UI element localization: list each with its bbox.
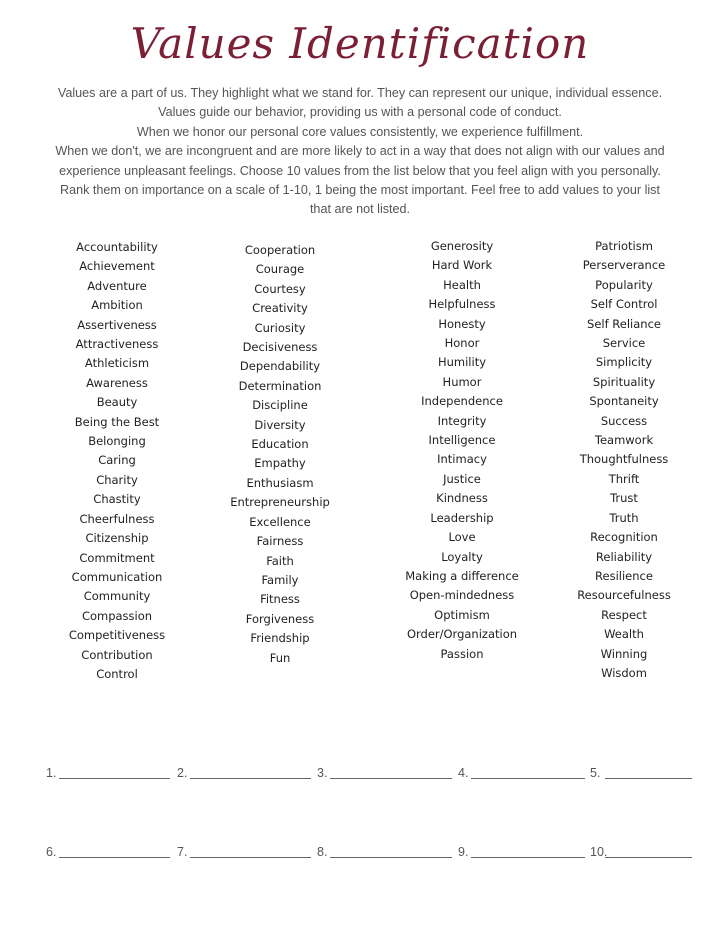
values-column-2 <box>200 241 360 668</box>
value-item: Spirituality <box>592 374 656 389</box>
value-item: Decisiveness <box>242 340 318 355</box>
intro-line: When we honor our personal core values consistently, we experience fulfillment. <box>136 124 584 139</box>
value-item: Dependability <box>239 359 321 374</box>
value-item: Chastity <box>93 492 141 507</box>
value-item: Discipline <box>252 398 308 413</box>
value-item: Courage <box>255 262 305 277</box>
value-item: Entrepreneurship <box>230 495 330 510</box>
value-item: Integrity <box>437 413 487 428</box>
rank-number: 7. <box>177 845 188 859</box>
value-item: Faith <box>266 553 294 568</box>
value-item: Achievement <box>79 259 155 274</box>
values-column-1 <box>37 238 197 684</box>
value-item: Citizenship <box>85 531 149 546</box>
value-item: Leadership <box>430 510 494 525</box>
rank-blank-line[interactable] <box>605 778 692 779</box>
page-title: Values Identification <box>130 19 590 68</box>
value-item: Self Control <box>590 297 658 312</box>
rank-slot <box>46 764 696 780</box>
value-item: Commitment <box>79 550 155 565</box>
value-item: Hard Work <box>431 258 493 273</box>
value-item: Intelligence <box>428 433 496 448</box>
value-item: Simplicity <box>595 355 653 370</box>
rank-number: 2. <box>177 766 188 780</box>
rank-number: 9. <box>458 845 469 859</box>
rank-number: 6. <box>46 845 57 859</box>
intro-line: When we don't, we are incongruent and are more likely to act in a way that does not align with our values and <box>55 144 665 159</box>
value-item: Assertiveness <box>77 317 157 332</box>
values-column-4 <box>544 237 704 683</box>
value-item: Belonging <box>88 434 146 449</box>
intro-line: that are not listed. <box>309 202 411 217</box>
value-item: Thrift <box>608 471 640 486</box>
rank-number: 8. <box>317 845 328 859</box>
intro-paragraph <box>8 84 712 220</box>
value-item: Curiosity <box>254 320 306 335</box>
value-item: Kindness <box>436 491 488 506</box>
value-item: Resourcefulness <box>577 588 671 603</box>
value-item: Awareness <box>86 375 148 390</box>
value-item: Ambition <box>91 298 143 313</box>
value-item: Creativity <box>252 301 308 316</box>
value-item: Service <box>602 336 646 351</box>
value-item: Humor <box>442 374 482 389</box>
rank-slot <box>46 843 696 859</box>
value-item: Winning <box>600 646 648 661</box>
value-item: Being the Best <box>74 414 160 429</box>
value-item: Independence <box>421 394 503 409</box>
value-item: Health <box>443 277 481 292</box>
value-item: Thoughtfulness <box>579 452 669 467</box>
value-item: Open-mindedness <box>409 588 515 603</box>
value-item: Honor <box>444 336 480 351</box>
rank-number: 10. <box>590 845 608 859</box>
value-item: Optimism <box>434 607 490 622</box>
value-item: Attractiveness <box>75 337 159 352</box>
value-item: Justice <box>443 471 481 486</box>
value-item: Accountability <box>76 240 158 254</box>
value-item: Competitiveness <box>68 628 166 643</box>
rank-row-2 <box>46 843 696 863</box>
value-item: Perserverance <box>582 258 666 273</box>
value-item: Loyalty <box>441 549 483 564</box>
value-item: Family <box>261 572 299 587</box>
value-item: Patriotism <box>595 239 653 253</box>
value-item: Helpfulness <box>428 297 496 312</box>
value-item: Athleticism <box>84 356 150 371</box>
value-item: Generosity <box>430 239 494 253</box>
value-item: Popularity <box>595 277 653 292</box>
value-item: Empathy <box>254 456 306 471</box>
value-item: Fun <box>269 650 291 665</box>
values-column-3 <box>382 237 542 664</box>
value-item: Control <box>96 666 138 681</box>
value-item: Forgiveness <box>245 611 315 626</box>
value-item: Determination <box>238 378 322 393</box>
value-item: Friendship <box>250 631 310 646</box>
value-item: Trust <box>610 491 638 506</box>
value-item: Love <box>448 530 476 545</box>
intro-line: Values are a part of us. They highlight what we stand for. They can represent our unique, individual essence. <box>57 86 663 100</box>
value-item: Recognition <box>590 530 658 545</box>
rank-number: 3. <box>317 766 328 780</box>
value-item: Enthusiasm <box>246 475 314 490</box>
value-item: Teamwork <box>594 433 654 448</box>
value-item: Community <box>83 589 151 604</box>
value-item: Humility <box>437 355 487 370</box>
value-item: Wisdom <box>601 665 647 680</box>
value-item: Spontaneity <box>589 394 659 409</box>
value-item: Reliability <box>595 549 653 564</box>
rank-number: 4. <box>458 766 469 780</box>
value-item: Charity <box>96 472 138 487</box>
value-item: Making a difference <box>405 568 519 583</box>
value-item: Self Reliance <box>587 316 661 331</box>
intro-line: Values guide our behavior, providing us with a personal code of conduct. <box>158 105 562 120</box>
value-item: Fairness <box>256 534 304 549</box>
value-item: Compassion <box>81 608 153 623</box>
value-item: Courtesy <box>254 281 306 296</box>
value-item: Honesty <box>438 316 486 331</box>
rank-blank-line[interactable] <box>605 857 692 858</box>
value-item: Adventure <box>87 278 147 293</box>
value-item: Intimacy <box>437 452 487 467</box>
value-item: Excellence <box>249 514 311 529</box>
rank-row-1 <box>46 764 696 784</box>
value-item: Respect <box>601 607 647 622</box>
rank-number: 5. <box>590 766 601 780</box>
intro-line: Rank them on importance on a scale of 1-10, 1 being the most important. Feel free to add values to your list <box>60 183 660 198</box>
value-item: Diversity <box>254 417 306 432</box>
value-item: Education <box>251 437 309 452</box>
value-item: Truth <box>609 510 639 525</box>
value-item: Caring <box>98 453 136 468</box>
value-item: Passion <box>440 646 484 661</box>
intro-line: experience unpleasant feelings. Choose 10 values from the list below that you feel align with you personally. <box>59 163 661 178</box>
value-item: Contribution <box>81 647 153 662</box>
value-item: Fitness <box>260 592 300 607</box>
value-item: Order/Organization <box>406 627 518 642</box>
value-item: Communication <box>71 569 163 584</box>
value-item: Resilience <box>595 568 653 583</box>
value-item: Cheerfulness <box>79 511 155 526</box>
value-item: Wealth <box>604 627 644 642</box>
rank-number: 1. <box>46 766 57 780</box>
value-item: Beauty <box>96 395 138 410</box>
value-item: Cooperation <box>244 243 316 257</box>
value-item: Success <box>600 413 648 428</box>
